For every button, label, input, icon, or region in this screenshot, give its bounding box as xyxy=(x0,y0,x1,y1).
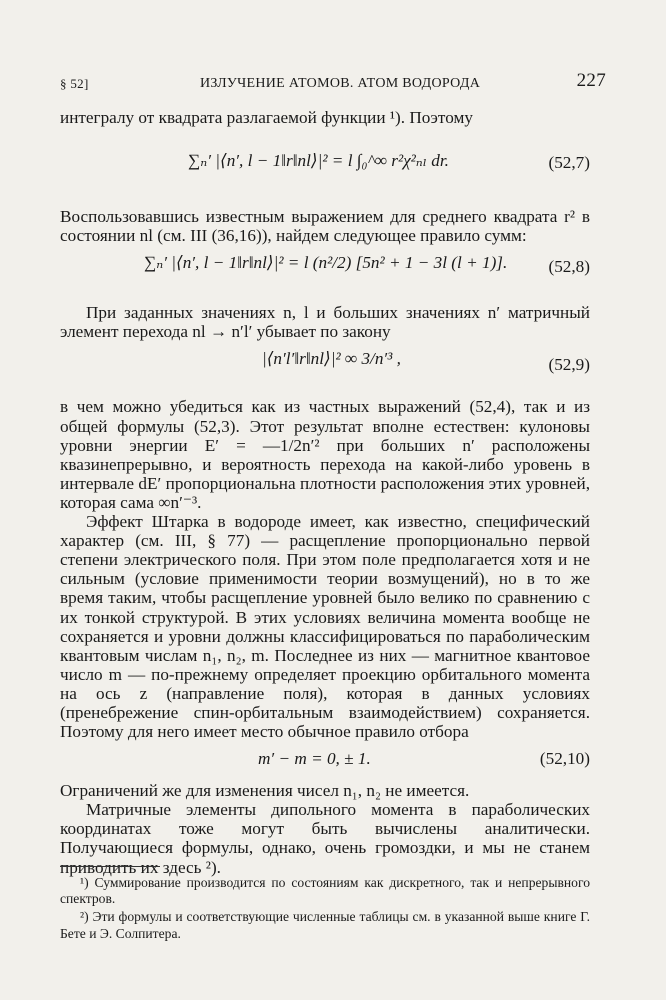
equation-number: (52,9) xyxy=(548,355,590,375)
equation-52-9 xyxy=(60,347,590,393)
footnote: ²) Эти формулы и соответствующие численные таблицы см. в указанной выше книге Г. Бете и Э. Солпитера. xyxy=(60,909,590,941)
equation-expression: |⟨n′l′‖r‖nl⟩|² ∞ 3/n′³ , xyxy=(262,349,401,369)
paragraph: Матричные элементы дипольного момента в параболических координатах тоже могут быть вычислены аналитически. Получающиеся формулы, однако, очень громоздки, и мы не станем приводить их здесь ²). xyxy=(60,800,590,877)
paragraph: в чем можно убедиться как из частных выражений (52,4), так и из общей формулы (52,3). Этот результат вполне естествен: кулоновы уровни энергии E′ = —1/2n′² при больших n′ расположены квазинепрерывно, и вероятность перехода на какой-либо уровень в интервале dE′ пропорциональна плотности расположения этих уровней, которая сама ∞n′⁻³. xyxy=(60,397,590,512)
footnotes xyxy=(60,866,590,944)
equation-52-10 xyxy=(60,745,590,777)
equation-number: (52,10) xyxy=(539,749,590,769)
paragraph: Ограничений же для изменения чисел n₁, n₂ не имеется. xyxy=(60,781,470,801)
paragraph: Эффект Штарка в водороде имеет, как известно, специфический характер (см. III, § 77) — расщепление пропорционально первой степени электрического поля. При этом поле предполагается хотя и не сильным (условие применимости теории возмущений), но в то же время таким, чтобы расщепление уровней было велико по сравнению с их тонкой структурой. В этих условиях величина момента вообще не сохраняется и уровни должны классифицироваться по параболическим квантовым числам n₁, n₂, m. Последнее из них — магнитное квантовое число m — по-прежнему определяет проекцию орбитального момента на ось z (направление поля), которая в данных условиях (пренебрежение спин-орбитальным взаимодействием) сохраняется. Поэтому для него имеет место обычное правило отбора xyxy=(60,512,590,742)
equation-expression: ∑ₙ′ |⟨n′, l − 1‖r‖nl⟩|² = l ∫₀^∞ r²χ²ₙₗ dr. xyxy=(188,151,449,171)
footnote: ¹) Суммирование производится по состояниям как дискретного, так и непрерывного спектров. xyxy=(60,875,590,907)
equation-52-8 xyxy=(60,251,590,291)
page-number: 227 xyxy=(576,70,606,91)
paragraph: Воспользовавшись известным выражением для среднего квадрата r² в состоянии nl (см. III (36,16)), найдем следующее правило сумм: xyxy=(60,207,590,246)
footnote-rule xyxy=(60,866,160,867)
running-title: ИЗЛУЧЕНИЕ АТОМОВ. АТОМ ВОДОРОДА xyxy=(200,76,481,91)
equation-number: (52,7) xyxy=(548,153,590,173)
main-text xyxy=(60,108,590,877)
running-header xyxy=(60,70,606,96)
equation-expression: ∑ₙ′ |⟨n′, l − 1‖r‖nl⟩|² = l (n²/2) [5n² + 1 − 3l (l + 1)]. xyxy=(144,253,508,273)
paragraph: При заданных значениях n, l и больших значениях n′ матричный элемент перехода nl → n′l′ убывает по закону xyxy=(60,303,590,342)
section-marker: § 52] xyxy=(60,76,89,91)
equation-number: (52,8) xyxy=(548,257,590,277)
paragraph: интегралу от квадрата разлагаемой функции ¹). Поэтому xyxy=(60,108,473,127)
equation-52-7 xyxy=(60,135,590,201)
equation-expression: m′ − m = 0, ± 1. xyxy=(258,749,371,769)
